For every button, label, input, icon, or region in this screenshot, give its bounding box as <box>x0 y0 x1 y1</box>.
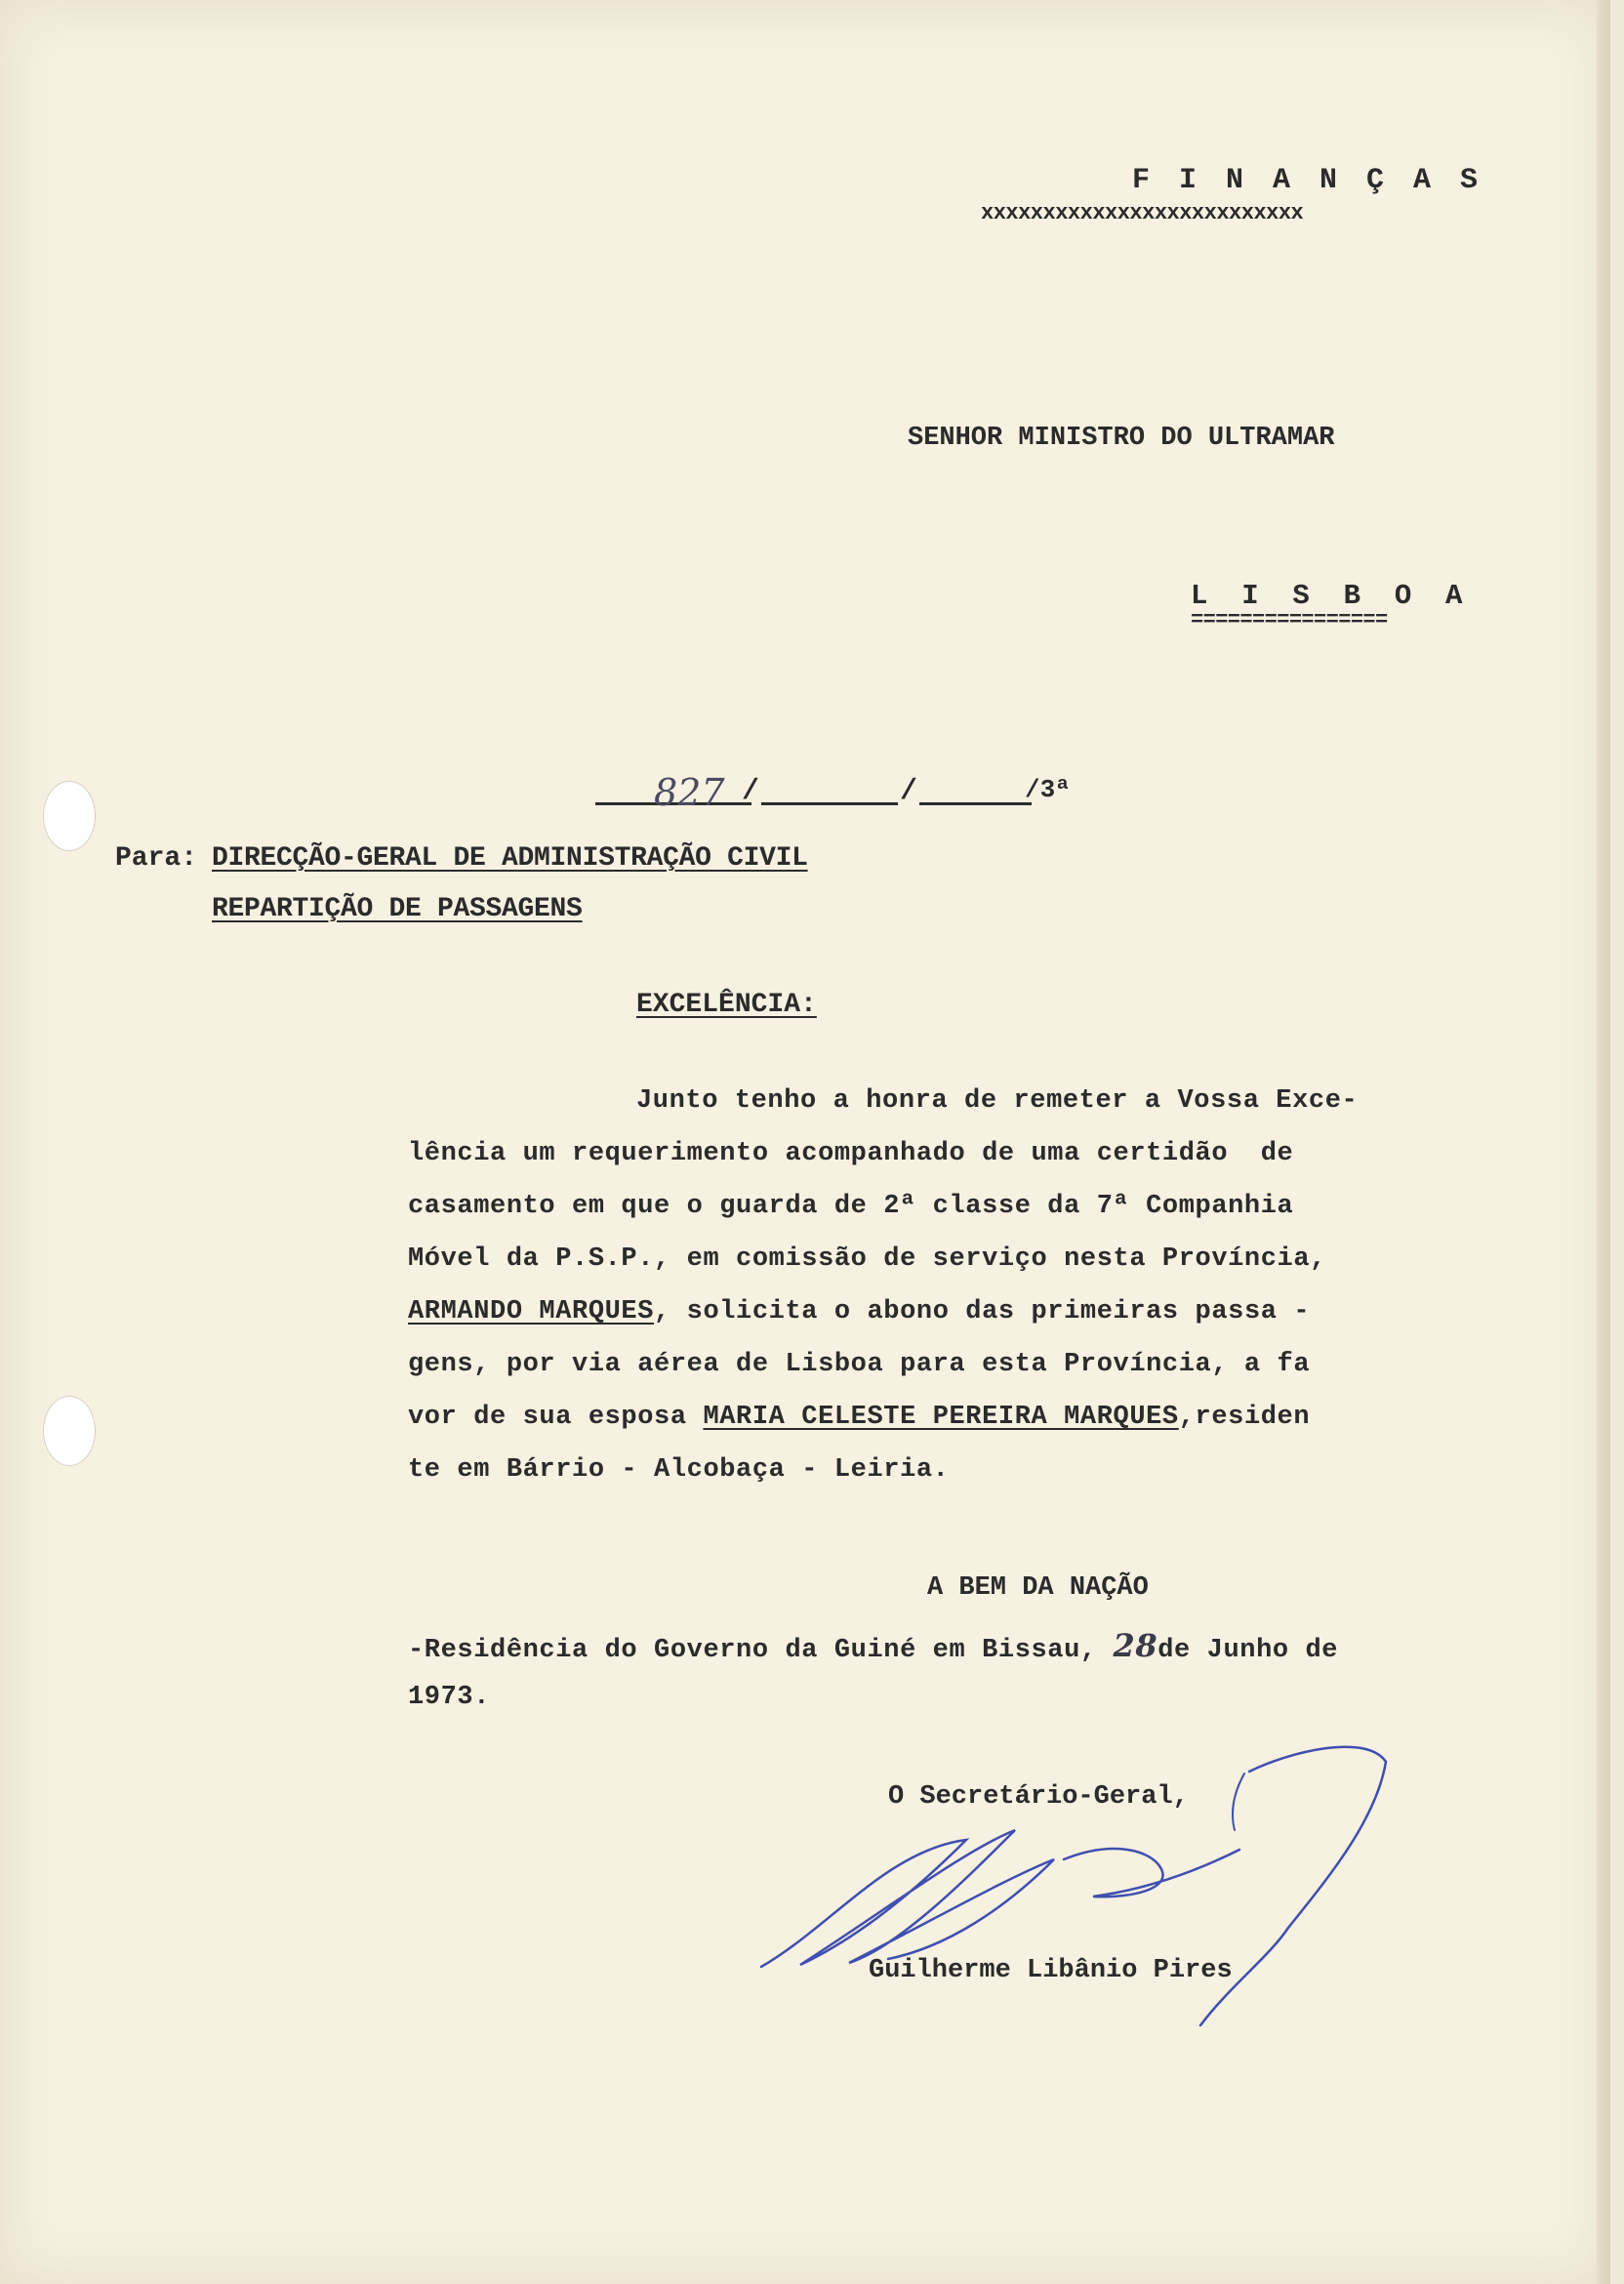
body-line-7: vor de sua esposa MARIA CELESTE PEREIRA MARQUES,residen <box>408 1403 1311 1432</box>
body-line-1: Junto tenho a honra de remeter a Vossa Exce- <box>636 1086 1359 1116</box>
signatory-name: Guilherme Libânio Pires <box>869 1956 1233 1985</box>
body-line-5: ARMANDO MARQUES, solicita o abono das primeiras passa - <box>408 1297 1311 1326</box>
recipient-line: SENHOR MINISTRO DO ULTRAMAR <box>908 424 1335 453</box>
city-rule: ================ <box>1191 608 1388 632</box>
place-date-line: -Residência do Governo da Guiné em Bissau, 28de Junho de <box>408 1627 1339 1665</box>
body-line-3: casamento em que o guarda de 2ª classe da 7ª Companhia <box>408 1192 1294 1221</box>
body-line-4: Móvel da P.S.P., em comissão de serviço nesta Província, <box>408 1244 1326 1274</box>
body-line-2: lência um requerimento acompanhado de uma certidão de <box>408 1139 1294 1168</box>
body-line-8: te em Bárrio - Alcobaça - Leiria. <box>408 1455 950 1485</box>
addressee-line1: DIRECÇÃO-GERAL DE ADMINISTRAÇÃO CIVIL <box>212 843 808 874</box>
year-line: 1973. <box>408 1683 491 1712</box>
punch-hole-bottom <box>43 1396 96 1466</box>
signature-scribble <box>742 1733 1425 2045</box>
punch-hole-top <box>43 781 96 851</box>
soldier-name: ARMANDO MARQUES <box>408 1297 655 1326</box>
page-edge <box>1597 0 1610 2284</box>
addressee-line2: REPARTIÇÃO DE PASSAGENS <box>212 894 583 924</box>
reference-suffix: /3ª <box>1025 775 1071 804</box>
department-heading: F I N A N Ç A S <box>1132 164 1484 197</box>
handwritten-day: 28 <box>1113 1627 1158 1664</box>
reference-number: 827 <box>654 771 725 814</box>
motto: A BEM DA NAÇÃO <box>927 1573 1149 1603</box>
salutation: EXCELÊNCIA: <box>636 990 817 1020</box>
reference-line: 827 / / /3ª <box>595 771 1035 810</box>
signatory-title: O Secretário-Geral, <box>888 1782 1189 1812</box>
spouse-name: MARIA CELESTE PEREIRA MARQUES <box>703 1403 1179 1432</box>
city-heading: L I S B O A <box>1191 580 1463 612</box>
body-line-6: gens, por via aérea de Lisboa para esta Província, a fa <box>408 1350 1311 1379</box>
addressee-prefix: Para: <box>115 843 198 874</box>
department-rule: xxxxxxxxxxxxxxxxxxxxxxxxxx <box>981 201 1304 225</box>
